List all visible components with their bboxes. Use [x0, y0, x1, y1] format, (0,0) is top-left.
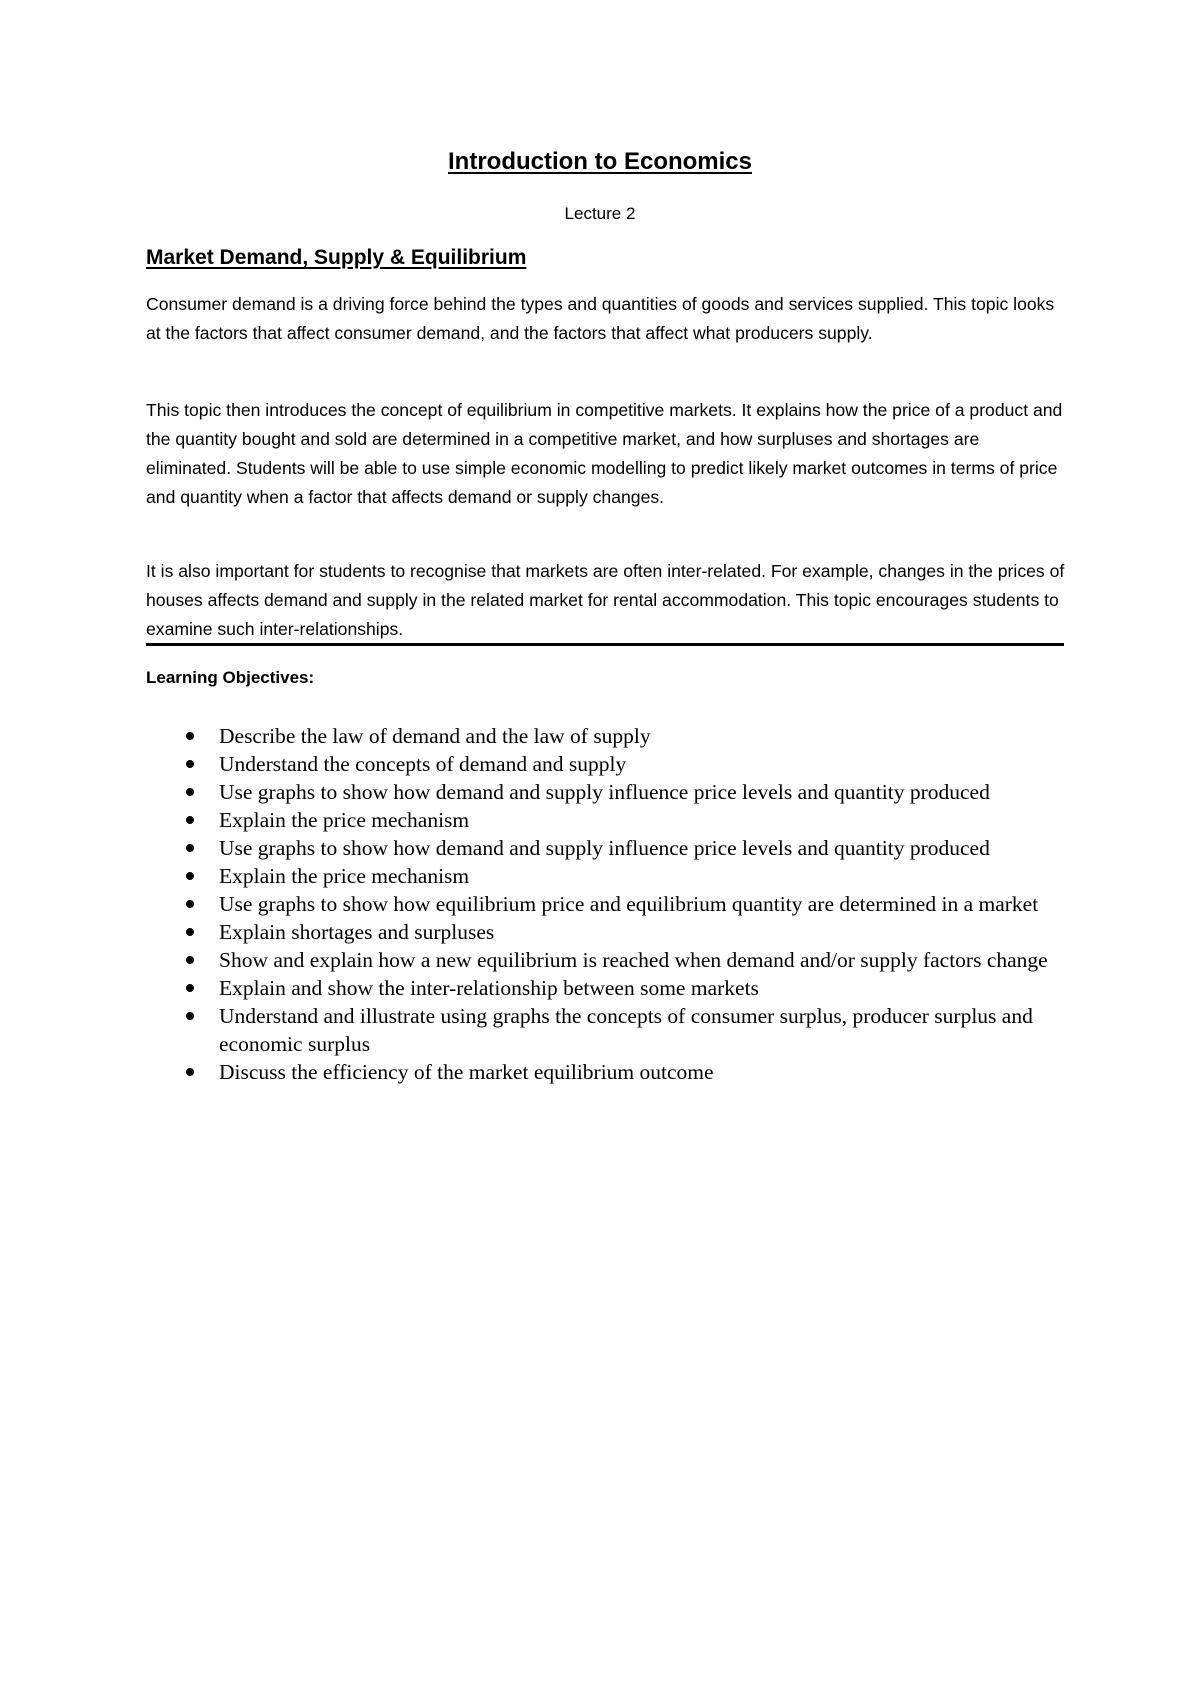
- equilibrium-paragraph: This topic then introduces the concept of equilibrium in competitive markets. It explains how the price of a product and the quantity bought and sold are determined in a competitive market, and how surpluses and shortages are eliminated. Students will be able to use simple economic modelling to predict likely market outcomes in terms of price and quantity when a factor that affects demand or supply changes.: [146, 400, 1063, 507]
- list-item-text: Use graphs to show how demand and supply influence price levels and quantity produced: [219, 836, 990, 860]
- inter-related-markets-paragraph: It is also important for students to recognise that markets are often inter-related. For example, changes in the prices of houses affects demand and supply in the related market for rental accommodation. This topic encourages students to examine such inter-relationships.: [146, 561, 1065, 639]
- objectives-heading: Learning Objectives:: [146, 668, 315, 687]
- list-item-text: Discuss the efficiency of the market equilibrium outcome: [219, 1060, 714, 1084]
- bullet-icon: [186, 872, 194, 880]
- list-item-text: Describe the law of demand and the law of supply: [219, 724, 651, 748]
- list-item-text: Understand the concepts of demand and supply: [219, 752, 627, 776]
- list-item: [146, 946, 1066, 974]
- list-item: [146, 918, 1066, 946]
- list-item-text: Explain and show the inter-relationship between some markets: [219, 976, 759, 1000]
- list-item-text: Explain shortages and surpluses: [219, 920, 495, 944]
- list-item: [146, 834, 1066, 862]
- list-item: [146, 750, 1066, 778]
- bullet-icon: [186, 1068, 194, 1076]
- bullet-icon: [186, 928, 194, 936]
- list-item: [146, 778, 1066, 806]
- list-item: [146, 806, 1066, 834]
- document-title: Introduction to Economics: [448, 148, 752, 175]
- intro-paragraph: Consumer demand is a driving force behind the types and quantities of goods and services supplied. This topic looks at the factors that affect consumer demand, and the factors that affect what producers supply.: [146, 294, 1055, 343]
- bullet-icon: [186, 1012, 194, 1020]
- list-item-text: Show and explain how a new equilibrium is reached when demand and/or supply factors change: [219, 948, 1048, 972]
- section-heading: Market Demand, Supply & Equilibrium: [146, 246, 527, 269]
- list-item-text: Explain the price mechanism: [219, 864, 470, 888]
- list-item: [146, 1058, 1066, 1086]
- list-item-text: Use graphs to show how demand and supply influence price levels and quantity produced: [219, 780, 990, 804]
- bullet-icon: [186, 956, 194, 964]
- bullet-icon: [186, 844, 194, 852]
- list-item: [146, 862, 1066, 890]
- list-item: [146, 974, 1066, 1002]
- bullet-icon: [186, 760, 194, 768]
- bullet-icon: [186, 788, 194, 796]
- list-item: [146, 722, 1066, 750]
- bullet-icon: [186, 816, 194, 824]
- list-item: [146, 1002, 1066, 1058]
- list-item-text: Use graphs to show how equilibrium price and equilibrium quantity are determined in a market: [219, 892, 1039, 916]
- list-item-text: Explain the price mechanism: [219, 808, 470, 832]
- document-subtitle: Lecture 2: [564, 204, 636, 223]
- horizontal-rule: [146, 643, 1064, 646]
- list-item-text: Understand and illustrate using graphs the concepts of consumer surplus, producer surplus and economic surplus: [219, 1004, 1033, 1056]
- list-item: [146, 890, 1066, 918]
- objectives-list: [146, 722, 1066, 1086]
- bullet-icon: [186, 984, 194, 992]
- bullet-icon: [186, 732, 194, 740]
- bullet-icon: [186, 900, 194, 908]
